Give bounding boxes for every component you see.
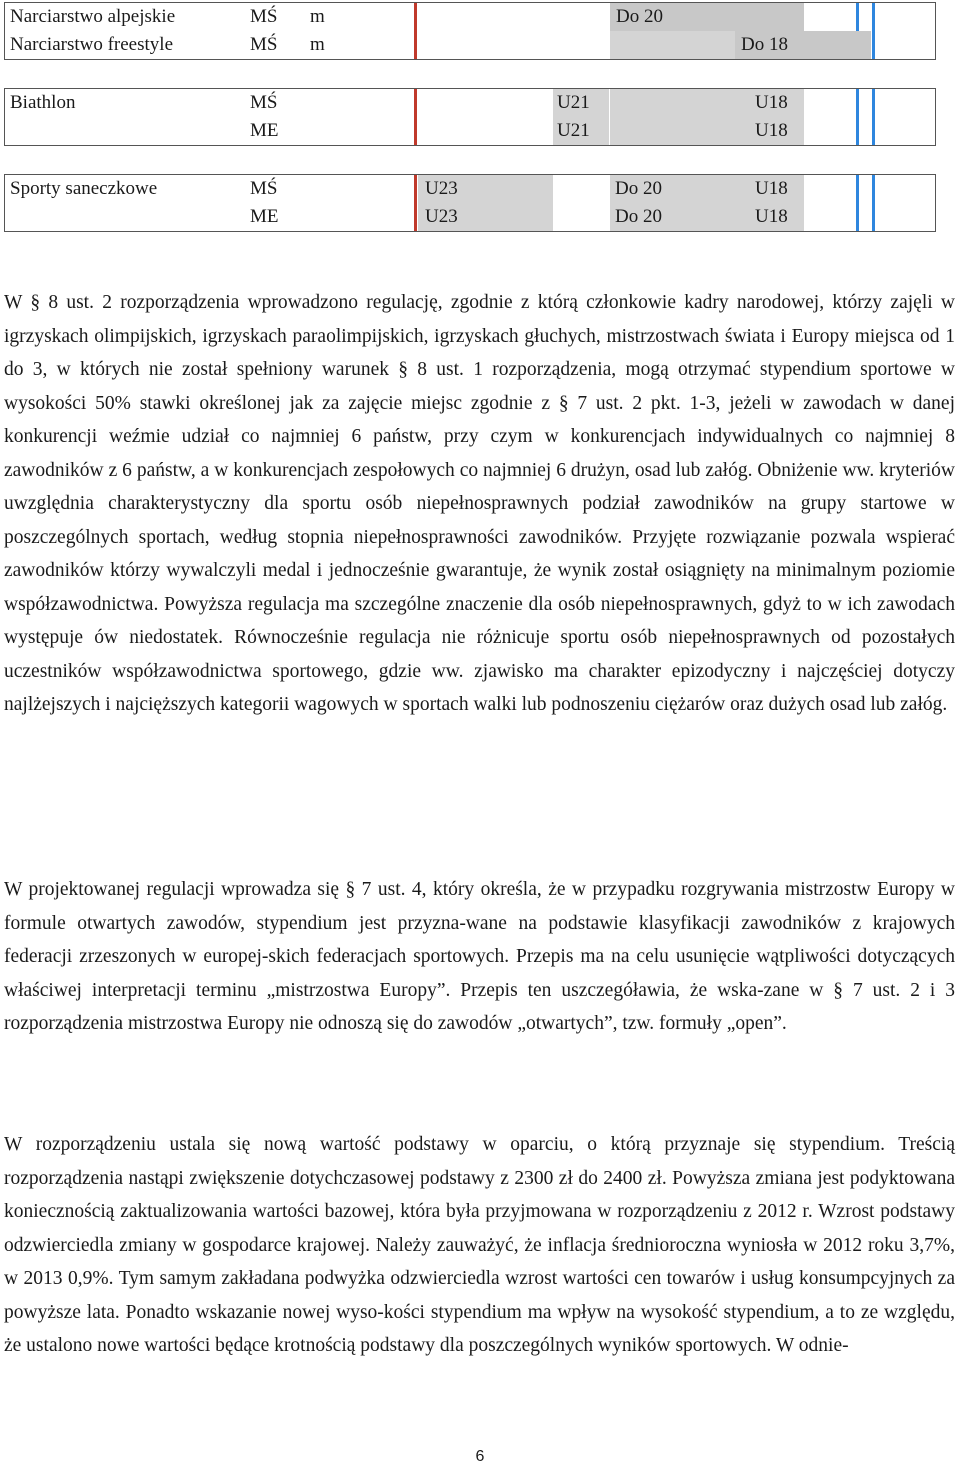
blue-rule	[856, 3, 859, 31]
category-cell: U21	[557, 120, 590, 141]
table-row	[5, 3, 935, 31]
sport-name: Sporty saneczkowe	[10, 178, 158, 199]
category-cell: U23	[425, 206, 458, 227]
category-cell: Do 20	[615, 178, 662, 199]
category-cell: Do 20	[610, 3, 804, 31]
sport-name: Narciarstwo freestyle	[10, 34, 174, 55]
blue-rule	[872, 3, 875, 31]
paragraph-scholarship-rules: W § 8 ust. 2 rozporządzenia wprowadzono regulację, zgodnie z którą członkowie kadry narodowej, którzy zajęli w igrzyskach olimpijskich, igrzyskach paraolimpijskich, igrzyskach głuchych, mistrzostwach świata i Europy miejsca od 1 do 3, w których nie został spełniony warunek § 8 ust. 1 rozporządzenia, mogą otrzymać stypendium sportowe w wysokości 50% stawki określonej jak za zajęcie miejsc zgodnie z § 7 ust. 2 pkt. 1-3, jeżeli w zawodach w danej konkurencji weźmie udział co najmniej 6 państw, przy czym w konkurencjach indywidualnych co najmniej 8 zawodników z 6 państw, a w konkurencjach zespołowych co najmniej 6 drużyn, osad lub załóg. Obniżenie ww. kryteriów uwzględnia charakterystyczny dla sportu osób niepełnosprawnych podział zawodników na grupy startowe w poszczególnych sportach, według stopnia niepełnosprawności zawodników. Przyjęte rozwiązanie pozwala wspierać zawodników którzy wywalczyli medal i jednocześnie gwarantuje, że wynik został osiągnięty na minimalnym poziomie współzawodnictwa. Powyższa regulacja ma szczególne znaczenie dla osób niepełnosprawnych, gdyż to w ich zawodach występuje ów niedostatek. Równocześnie regulacja nie różnicuje sportu osób niepełnosprawnych od pozostałych uczestników współzawodnictwa sportowego, gdzie ww. zjawisko ma charakter epizodyczny i najczęściej dotyczy najlżejszych i najcięższych kategorii wagowych w sportach walki lub podnoszeniu ciężarów oraz dużych osad lub załóg.	[4, 292, 955, 715]
paragraph-european-championships: W projektowanej regulacji wprowadza się § 7 ust. 4, który określa, że w przypadku rozgrywania mistrzostw Europy w formule otwartych zawodów, stypendium jest przyzna-wane na podstawie klasyfikacji zawodników z krajowych federacji zrzeszonych w europej-skich federacjach sportowych. Przepis ma na celu usunięcie wątpliwości dotyczących właściwej interpretacji terminu „mistrzostwa Europy”. Przepis ten uszczegóławia, że wska-zane w § 7 ust. 2 i 3 rozporządzenia mistrzostwa Europy nie odnoszą się do zawodów „otwartych”, tzw. formuły „open”.	[4, 879, 955, 1034]
category-cell: U18	[755, 92, 788, 113]
table-group-biathlon	[4, 88, 936, 146]
gender: m	[310, 34, 325, 55]
event-code: MŚ	[250, 6, 278, 27]
table-group-luge	[4, 174, 936, 232]
event-code: MŚ	[250, 178, 278, 199]
page-number: 6	[475, 1448, 485, 1465]
sport-name: Narciarstwo alpejskie	[10, 6, 176, 27]
table-row	[5, 175, 935, 203]
table-group-skiing	[4, 2, 936, 60]
event-code: MŚ	[250, 34, 278, 55]
category-cell: U18	[755, 206, 788, 227]
category-cell: Do 20	[615, 206, 662, 227]
category-cell: U23	[425, 178, 458, 199]
red-rule	[414, 3, 417, 31]
gender: m	[310, 6, 325, 27]
event-code: ME	[250, 206, 279, 227]
table-row	[5, 89, 935, 117]
event-code: ME	[250, 120, 279, 141]
category-cell: U21	[557, 92, 590, 113]
table-row	[5, 117, 935, 145]
category-cell: U18	[755, 178, 788, 199]
paragraph-base-value: W rozporządzeniu ustala się nową wartość podstawy w oparciu, o którą przyznaje się stypendium. Treścią rozporządzenia nastąpi zwiększenie dotychczasowej podstawy z 2300 zł do 2400 zł. Powyższa zmiana jest podyktowana koniecznością zaktualizowania wartości bazowej, która była przyjmowana w rozporządzeniu z 2012 r. Wzrost podstawy odzwierciedla zmiany w gospodarce krajowej. Należy zauważyć, że inflacja średnioroczna wyniosła w 2012 roku 3,7%, w 2013 0,9%. Tym samym zakładana podwyżka odzwierciedla wzrost wartości cen towarów i usług konsumpcyjnych za powyższe lata. Ponadto wskazanie nowej wyso-kości stypendium ma wpływ na wysokość stypendium, a to ze względu, że ustalono nowe wartości będące krotnością podstawy dla poszczególnych wyników sportowych. W odnie-	[4, 1134, 955, 1356]
category-cell: U18	[755, 120, 788, 141]
table-row	[5, 203, 935, 231]
category-cell: Do 18	[735, 31, 871, 59]
table-row	[5, 31, 935, 59]
event-code: MŚ	[250, 92, 278, 113]
sport-name: Biathlon	[10, 92, 76, 113]
